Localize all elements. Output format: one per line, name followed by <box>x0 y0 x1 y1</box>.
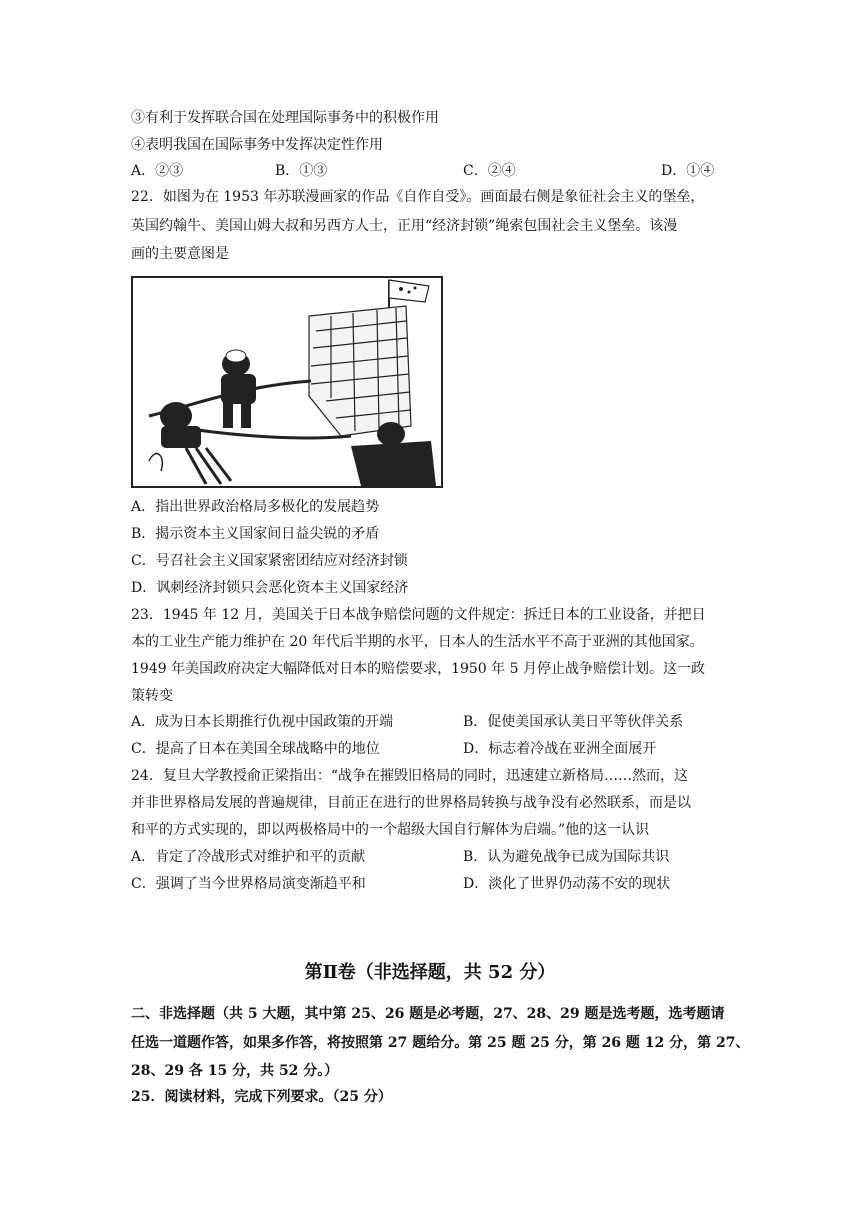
part-2-intro-line-2: 任选一道题作答，如果多作答，将按照第 27 题给分。第 25 题 25 分，第 26 题 12 分，第 27、 <box>131 1035 750 1051</box>
q24-stem-line-1: 24．复旦大学教授俞正梁指出：“战争在摧毁旧格局的同时，迅速建立新格局……然而，这 <box>131 768 688 784</box>
part-2-intro-line-1: 二、非选择题（共 5 大题，其中第 25、26 题是必考题，27、28、29 题是选考题，选考题请 <box>131 1006 725 1022</box>
q23-stem-line-1: 23．1945 年 12 月，美国关于日本战争赔偿问题的文件规定：拆迁日本的工业设备，并把日 <box>131 607 706 623</box>
q21-item-4: ④表明我国在国际事务中发挥决定性作用 <box>131 137 383 153</box>
q23-stem-line-3: 1949 年美国政府决定大幅降低对日本的赔偿要求，1950 年 5 月停止战争赔偿计划。这一政 <box>131 661 705 677</box>
q22-stem-line-2: 英国约翰牛、美国山姆大叔和另西方人士，正用“经济封锁”绳索包围社会主义堡垒。该漫 <box>131 218 678 234</box>
q22-option-d: D．讽刺经济封锁只会恶化资本主义国家经济 <box>131 580 409 596</box>
q24-stem-line-2: 并非世界格局发展的普遍规律，目前正在进行的世界格局转换与战争没有必然联系，而是以 <box>131 795 691 811</box>
q23-option-a: A．成为日本长期推行仇视中国政策的开端 <box>131 714 394 730</box>
q24-stem-line-3: 和平的方式实现的，即以两极格局中的一个超级大国自行解体为启端。”他的这一认识 <box>131 822 650 838</box>
q21-option-b: B．①③ <box>275 163 328 179</box>
part-2-intro-line-3: 28、29 各 15 分，共 52 分。） <box>131 1063 339 1079</box>
q24-option-a: A．肯定了冷战形式对维护和平的贡献 <box>131 849 366 865</box>
q25-heading: 25．阅读材料，完成下列要求。（25 分） <box>131 1089 392 1105</box>
q23-option-b: B．促使美国承认美日平等伙伴关系 <box>463 714 684 730</box>
q24-option-d: D．淡化了世界仍动荡不安的现状 <box>463 876 671 892</box>
q21-option-a: A．②③ <box>131 163 184 179</box>
q24-option-c: C．强调了当今世界格局演变渐趋平和 <box>131 876 366 892</box>
part-2-title: 第Ⅱ卷（非选择题，共 52 分） <box>304 962 556 983</box>
q23-stem-line-2: 本的工业生产能力维护在 20 年代后半期的水平，日本人的生活水平不高于亚洲的其他国家。 <box>131 634 704 650</box>
q22-option-c: C．号召社会主义国家紧密团结应对经济封锁 <box>131 553 408 569</box>
soviet-cartoon-illustration <box>131 276 443 488</box>
q23-stem-line-4: 策转变 <box>131 688 173 704</box>
q22-stem-line-3: 画的主要意图是 <box>131 246 229 262</box>
q22-option-a: A．指出世界政治格局多极化的发展趋势 <box>131 499 380 515</box>
q22-stem-line-1: 22．如图为在 1953 年苏联漫画家的作品《自作自受》。画面最右侧是象征社会主义的堡垒， <box>131 189 705 205</box>
q23-option-d: D．标志着冷战在亚洲全面展开 <box>463 741 657 757</box>
q21-option-c: C．②④ <box>463 163 516 179</box>
q21-option-d: D．①④ <box>661 163 715 179</box>
q23-option-c: C．提高了日本在美国全球战略中的地位 <box>131 741 380 757</box>
q24-option-b: B．认为避免战争已成为国际共识 <box>463 849 670 865</box>
q22-option-b: B．揭示资本主义国家间日益尖锐的矛盾 <box>131 526 380 542</box>
q21-item-3: ③有利于发挥联合国在处理国际事务中的积极作用 <box>131 110 439 126</box>
